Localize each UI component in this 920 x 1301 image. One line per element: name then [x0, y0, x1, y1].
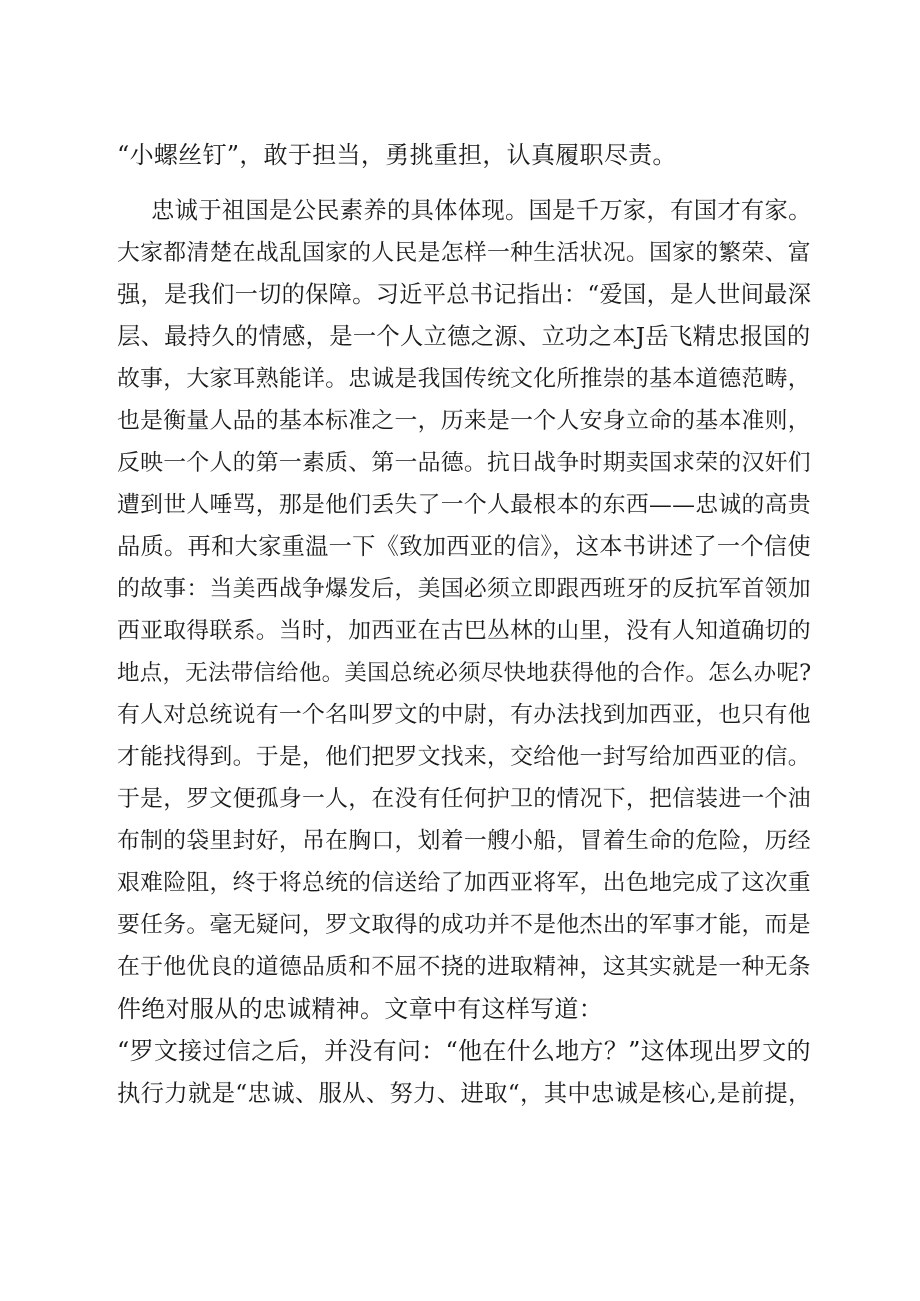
text-line: 遭到世人唾骂，那是他们丢失了一个人最根本的东西——忠诚的高贵	[117, 492, 811, 518]
text-line: 的故事：当美西战争爆发后，美国必须立即跟西班牙的反抗军首领加	[117, 576, 811, 602]
text-line: 地点，无法带信给他。美国总统必须尽快地获得他的合作。怎么办呢?	[117, 660, 812, 686]
text-line: 要任务。毫无疑问，罗文取得的成功并不是他杰出的军事才能，而是	[117, 912, 811, 938]
text-line: 在于他优良的道德品质和不屈不挠的进取精神，这其实就是一种无条	[117, 954, 811, 980]
text-line: 品质。再和大家重温一下《致加西亚的信》，这本书讲述了一个信使	[117, 533, 811, 560]
text-line: 也是衡量人品的基本标准之一，历来是一个人安身立命的基本准则，	[117, 408, 811, 434]
text-line: 才能找得到。于是，他们把罗文找来，交给他一封写给加西亚的信。	[117, 744, 811, 770]
text-line: 忠诚于祖国是公民素养的具体体现。国是千万家，有国才有家。	[151, 197, 812, 224]
text-line: 有人对总统说有一个名叫罗文的中尉，有办法找到加西亚，也只有他	[117, 702, 811, 728]
text-line: 西亚取得联系。当时，加西亚在古巴丛林的山里，没有人知道确切的	[117, 618, 811, 644]
text-line: 强，是我们一切的保障。习近平总书记指出：“爱国，是人世间最深	[117, 281, 812, 308]
text-line: 布制的袋里封好，吊在胸口，划着一艘小船，冒着生命的危险，历经	[117, 828, 811, 854]
text-line: “小螺丝钉”，敢于担当，勇挑重担，认真履职尽责。	[117, 141, 677, 169]
text-line: 层、最持久的情感，是一个人立德之源、立功之本J岳飞精忠报国的	[117, 323, 811, 350]
text-line: “罗文接过信之后，并没有问：“他在什么地方？”这体现出罗文的	[117, 1037, 811, 1065]
text-line: 大家都清楚在战乱国家的人民是怎样一种生活状况。国家的繁荣、富	[117, 240, 811, 266]
text-line: 反映一个人的第一素质、第一品德。抗日战争时期卖国求荣的汉奸们	[117, 450, 811, 476]
text-line: 艰难险阻，终于将总统的信送给了加西亚将军，出色地完成了这次重	[117, 870, 811, 896]
text-line: 执行力就是“忠诚、服从、努力、进取“，其中忠诚是核心,是前提，	[117, 1079, 812, 1107]
text-line: 件绝对服从的忠诚精神。文章中有这样写道：	[117, 995, 603, 1023]
text-line: 故事，大家耳熟能详。忠诚是我国传统文化所推崇的基本道德范畴，	[117, 366, 811, 392]
text-line: 于是，罗文便孤身一人，在没有任何护卫的情况下，把信装进一个油	[117, 786, 811, 812]
